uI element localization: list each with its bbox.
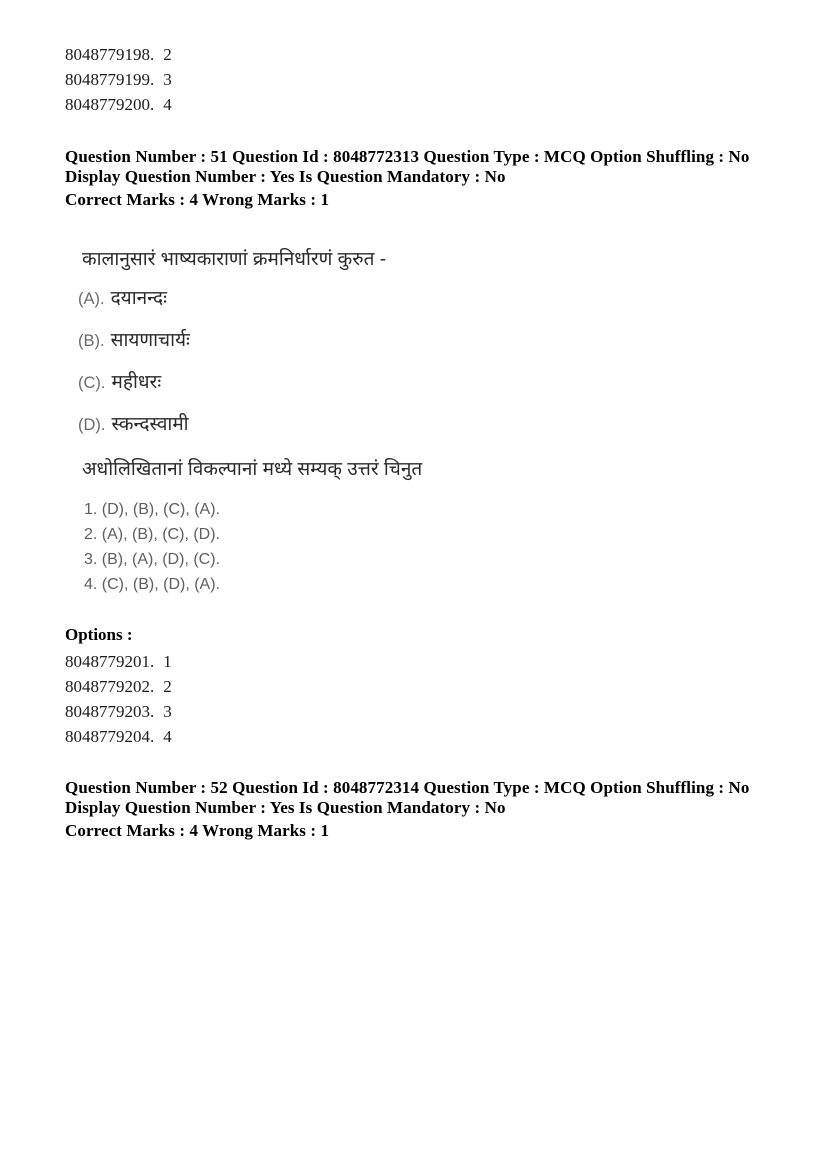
question-52-header — [65, 778, 765, 841]
choice-text: स्कन्दस्वामी — [111, 414, 189, 435]
question-marks-line: Correct Marks : 4 Wrong Marks : 1 — [65, 821, 330, 840]
option-id: 8048779203. — [65, 702, 155, 721]
sequence-options-list — [84, 497, 220, 597]
option-value: 4 — [163, 727, 172, 746]
choice-label: (B). — [78, 332, 105, 350]
question-marks-line: Correct Marks : 4 Wrong Marks : 1 — [65, 190, 330, 209]
question-meta-line: Question Number : 51 Question Id : 8048772313 Question Type : MCQ Option Shuffling : No — [65, 147, 750, 166]
sequence-option-4: 4. (C), (B), (D), (A). — [84, 576, 220, 593]
option-id: 8048779204. — [65, 727, 155, 746]
option-id-line — [65, 42, 172, 67]
choice-text: महीधरः — [111, 372, 162, 393]
option-id: 8048779200. — [65, 95, 155, 114]
choice-label: (C). — [78, 374, 106, 392]
choice-text: दयानन्दः — [110, 288, 167, 309]
option-id-line — [65, 674, 172, 699]
choice-item-b — [78, 330, 190, 353]
choice-item-c — [78, 372, 161, 395]
option-id-line — [65, 724, 172, 749]
question-meta-line: Display Question Number : Yes Is Question Mandatory : No — [65, 167, 506, 186]
option-id: 8048779201. — [65, 652, 155, 671]
sequence-option-2: 2. (A), (B), (C), (D). — [84, 526, 220, 543]
option-value: 3 — [163, 70, 172, 89]
option-value: 2 — [163, 677, 172, 696]
option-id-line — [65, 699, 172, 724]
options-section-label: Options : — [65, 625, 133, 644]
option-id-line — [65, 92, 172, 117]
option-id: 8048779198. — [65, 45, 155, 64]
previous-question-options-list — [65, 42, 172, 117]
option-id-line — [65, 649, 172, 674]
question-51-header — [65, 147, 765, 210]
choice-text: सायणाचार्यः — [110, 330, 190, 351]
question-meta-line: Question Number : 52 Question Id : 8048772314 Question Type : MCQ Option Shuffling : No — [65, 778, 750, 797]
option-value: 4 — [163, 95, 172, 114]
answer-instruction-text: अधोलिखितानां विकल्पानां मध्ये सम्यक् उत्तरं चिनुत — [82, 459, 423, 480]
choice-item-d — [78, 414, 189, 437]
question-meta-line: Display Question Number : Yes Is Question Mandatory : No — [65, 798, 506, 817]
choice-label: (D). — [78, 416, 106, 434]
sequence-option-3: 3. (B), (A), (D), (C). — [84, 551, 220, 568]
option-id-line — [65, 67, 172, 92]
question-51-options-list — [65, 649, 172, 749]
option-value: 2 — [163, 45, 172, 64]
option-value: 3 — [163, 702, 172, 721]
option-value: 1 — [163, 652, 172, 671]
choice-item-a — [78, 288, 167, 311]
option-id: 8048779202. — [65, 677, 155, 696]
question-text: कालानुसारं भाष्यकाराणां क्रमनिर्धारणं कुरुत - — [82, 249, 387, 270]
sequence-option-1: 1. (D), (B), (C), (A). — [84, 501, 220, 518]
choice-label: (A). — [78, 290, 105, 308]
option-id: 8048779199. — [65, 70, 155, 89]
